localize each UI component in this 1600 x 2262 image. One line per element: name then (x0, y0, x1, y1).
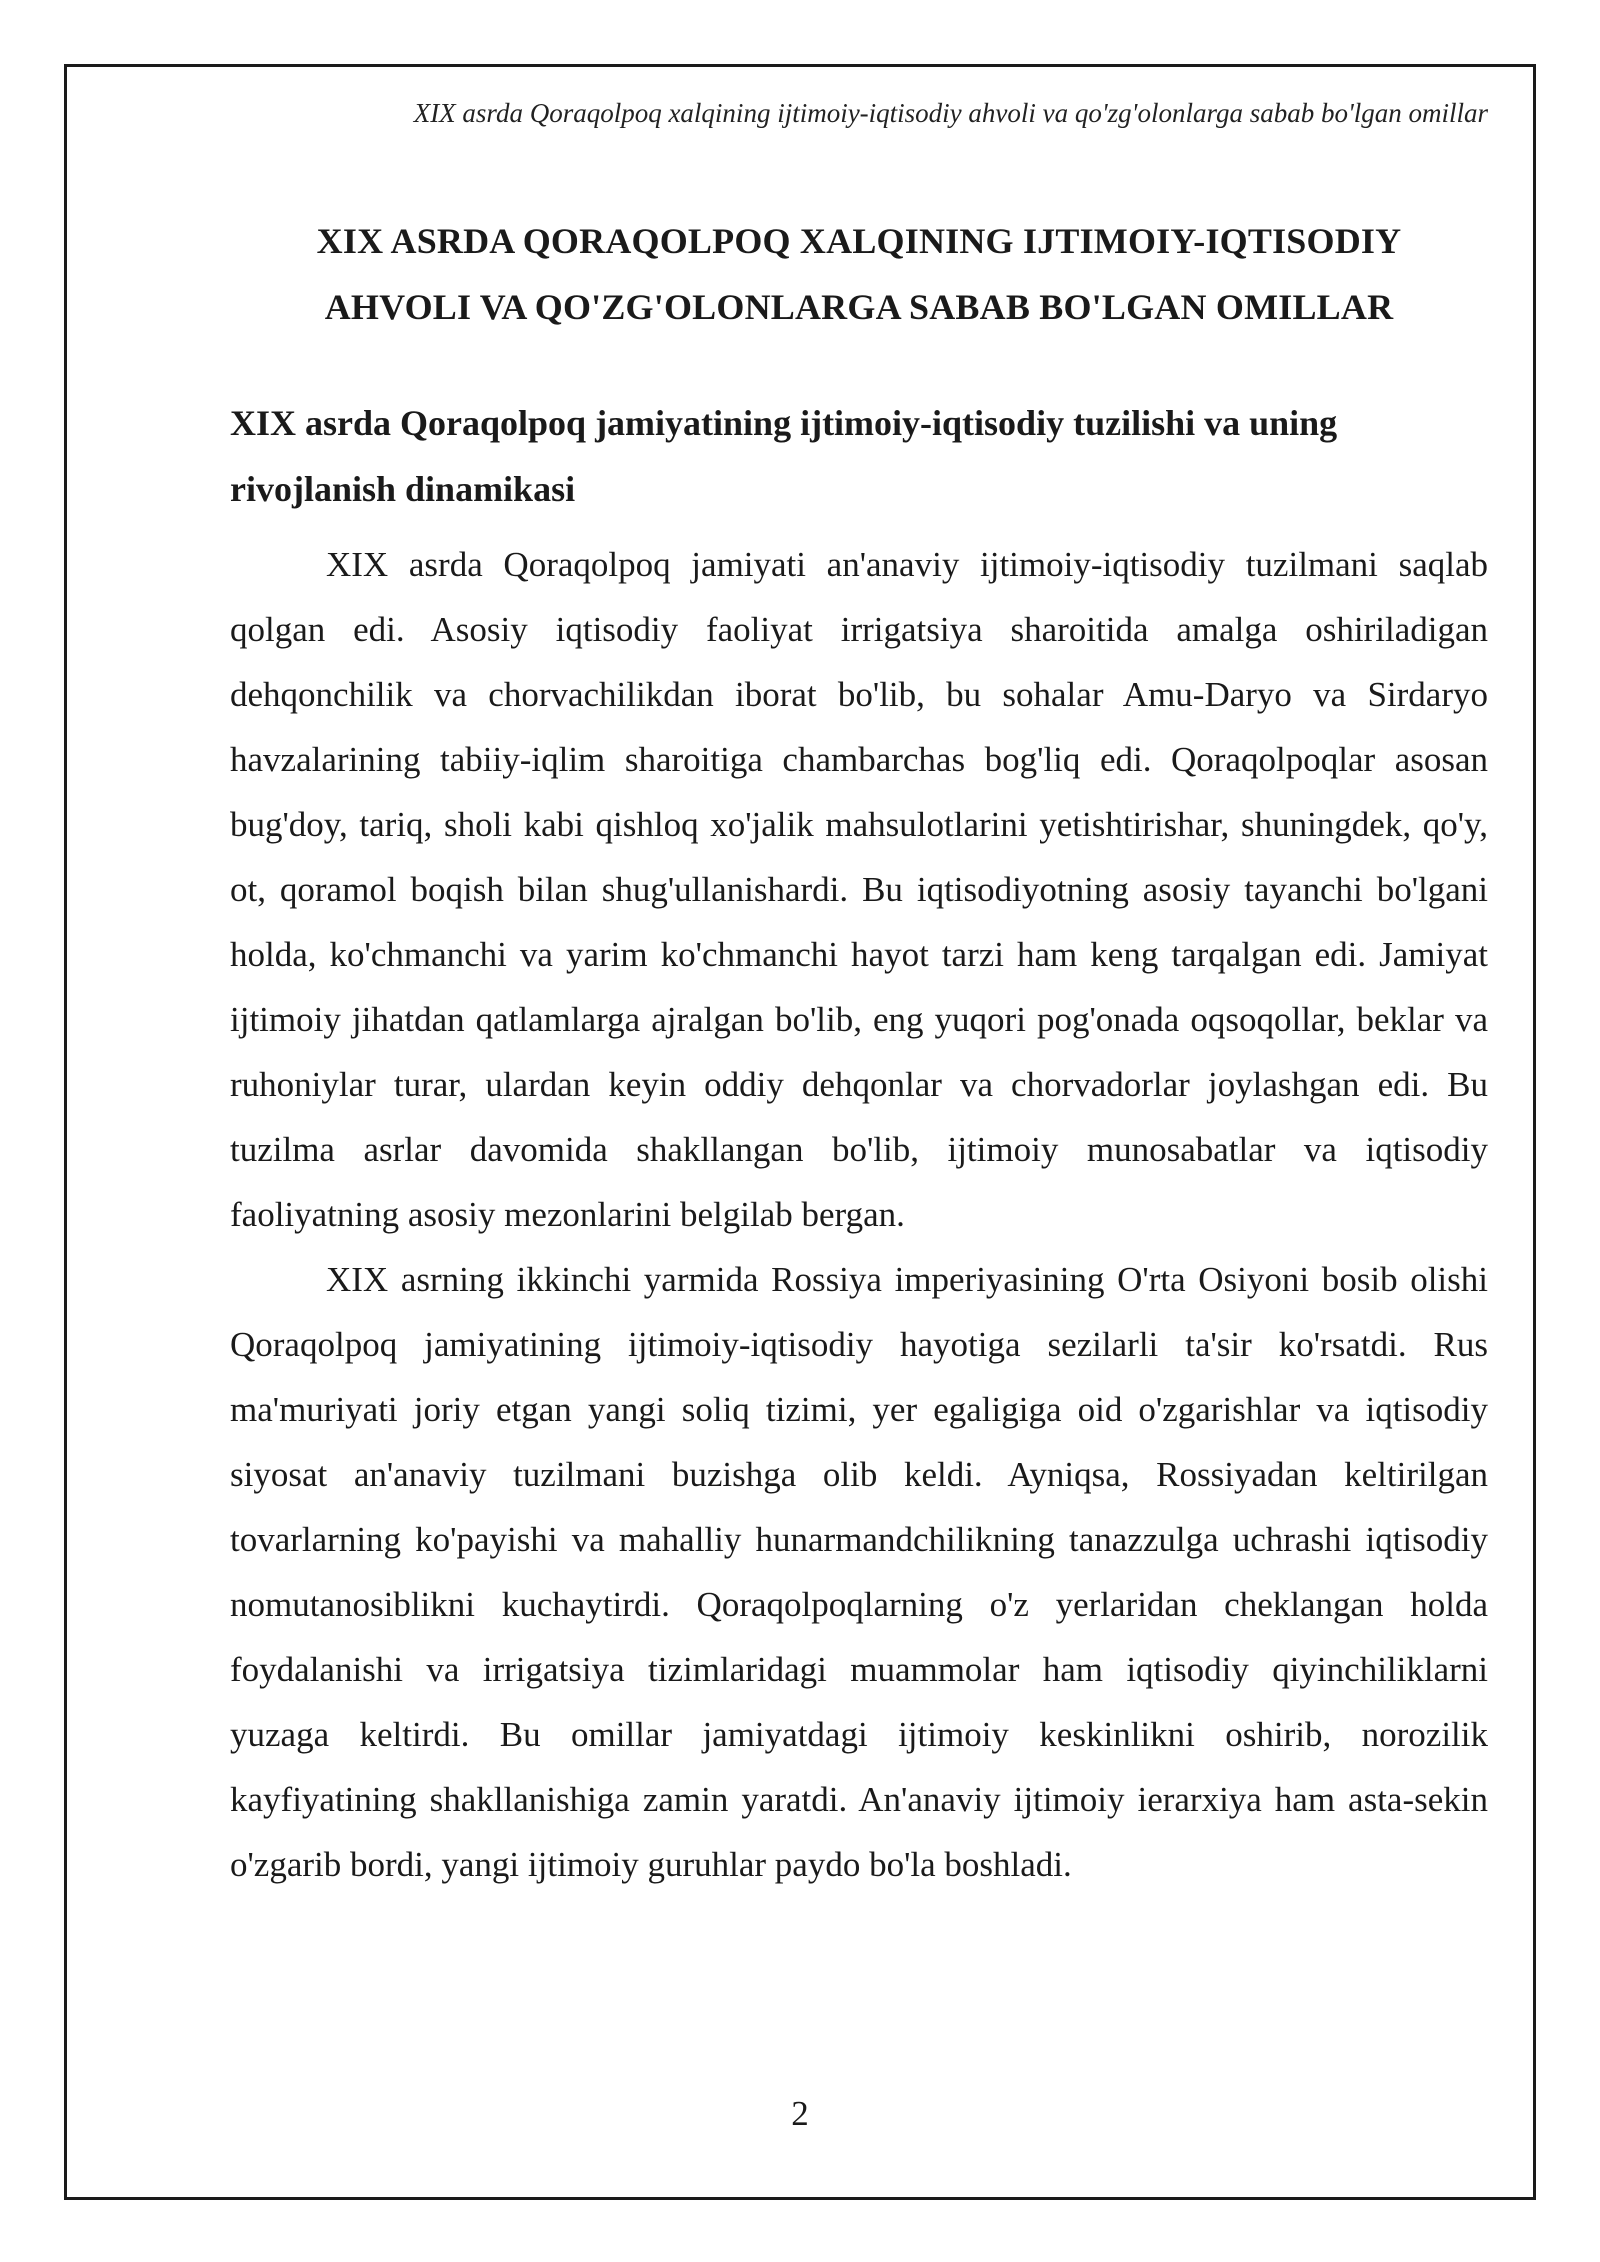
running-header: XIX asrda Qoraqolpoq xalqining ijtimoiy-iqtisodiy ahvoli va qo'zg'olonlarga sabab bo'lgan omillar (413, 98, 1488, 128)
page-number: 2 (791, 2094, 809, 2133)
body-paragraph-1: XIX asrda Qoraqolpoq jamiyati an'anaviy ijtimoiy-iqtisodiy tuzilmani saqlab qolgan edi. Asosiy iqtisodiy faoliyat irrigatsiya sharoitida amalga oshiriladigan dehqonchilik va chorvachilikdan iborat bo'lib, bu sohalar Amu-Daryo va Sirdaryo havzalarining tabiiy-iqlim sharoitiga chambarchas bog'liq edi. Qoraqolpoqlar asosan bug'doy, tariq, sholi kabi qishloq xo'jalik mahsulotlarini yetishtirishar, shuningdek, qo'y, ot, qoramol boqish bilan shug'ullanishardi. Bu iqtisodiyotning asosiy tayanchi bo'lgani holda, ko'chmanchi va yarim ko'chmanchi hayot tarzi ham keng tarqalgan edi. Jamiyat ijtimoiy jihatdan qatlamlarga ajralgan bo'lib, eng yuqori pog'onada oqsoqollar, beklar va ruhoniylar turar, ulardan keyin oddiy dehqonlar va chorvadorlar joylashgan edi. Bu tuzilma asrlar davomida shakllangan bo'lib, ijtimoiy munosabatlar va iqtisodiy faoliyatning asosiy mezonlarini belgilab bergan. (230, 545, 1488, 1234)
document-title-line-1: XIX ASRDA QORAQOLPOQ XALQINING IJTIMOIY-IQTISODIY (316, 221, 1402, 261)
body-paragraph-2: XIX asrning ikkinchi yarmida Rossiya imperiyasining O'rta Osiyoni bosib olishi Qoraqolpoq jamiyatining ijtimoiy-iqtisodiy hayotiga sezilarli ta'sir ko'rsatdi. Rus ma'muriyati joriy etgan yangi soliq tizimi, yer egaligiga oid o'zgarishlar va iqtisodiy siyosat an'anaviy tuzilmani buzishga olib keldi. Ayniqsa, Rossiyadan keltirilgan tovarlarning ko'payishi va mahalliy hunarmandchilikning tanazzulga uchrashi iqtisodiy nomutanosiblikni kuchaytirdi. Qoraqolpoqlarning o'z yerlaridan cheklangan holda foydalanishi va irrigatsiya tizimlaridagi muammolar ham iqtisodiy qiyinchiliklarni yuzaga keltirdi. Bu omillar jamiyatdagi ijtimoiy keskinlikni oshirib, norozilik kayfiyatining shakllanishiga zamin yaratdi. An'anaviy ijtimoiy ierarxiya ham asta-sekin o'zgarib bordi, yangi ijtimoiy guruhlar paydo bo'la boshladi. (230, 1260, 1488, 1884)
document-title (230, 208, 1488, 340)
section-heading: XIX asrda Qoraqolpoq jamiyatining ijtimoiy-iqtisodiy tuzilishi va uning rivojlanish dinamikasi (230, 403, 1338, 509)
document-title-line-2: AHVOLI VA QO'ZG'OLONLARGA SABAB BO'LGAN OMILLAR (324, 287, 1394, 327)
document-body (230, 208, 1488, 1897)
